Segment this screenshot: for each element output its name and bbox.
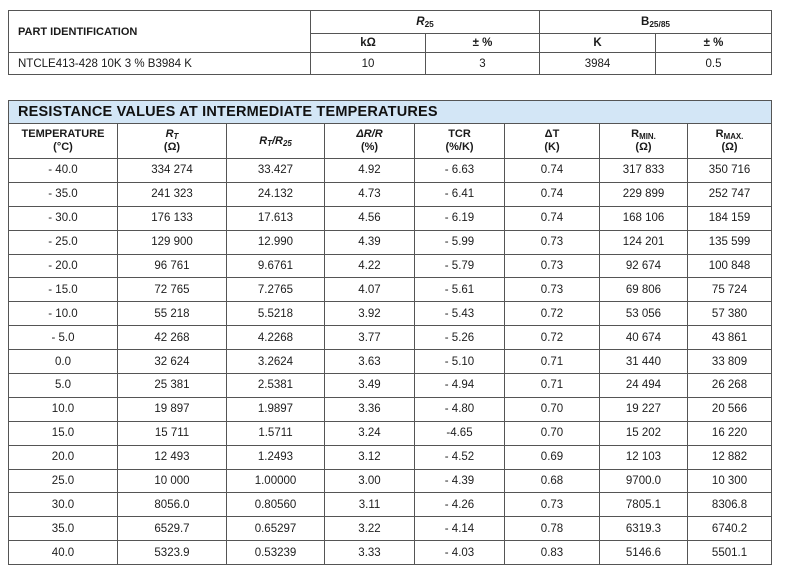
table-row: [9, 230, 772, 254]
cell-rt: 129 900: [118, 230, 227, 254]
cell-rt-r25: 1.9897: [227, 397, 325, 421]
cell-rmin: 229 899: [600, 182, 688, 206]
cell-rt: 8056.0: [118, 493, 227, 517]
r25-group-header: $R_{25}$: [311, 11, 540, 34]
cell-rt-r25: 1.00000: [227, 469, 325, 493]
cell-delta-r-r: 4.56: [325, 206, 415, 230]
cell-rmin: 317 833: [600, 159, 688, 183]
cell-tcr: - 5.43: [415, 302, 505, 326]
cell-delta-t: 0.74: [505, 182, 600, 206]
cell-rmin: 53 056: [600, 302, 688, 326]
b-tolerance-header: ± %: [656, 34, 772, 53]
cell-delta-t: 0.78: [505, 517, 600, 541]
cell-rt: 176 133: [118, 206, 227, 230]
cell-tcr: - 6.19: [415, 206, 505, 230]
cell-temperature: 30.0: [9, 493, 118, 517]
cell-tcr: - 4.26: [415, 493, 505, 517]
cell-delta-t: 0.72: [505, 302, 600, 326]
cell-delta-r-r: 3.92: [325, 302, 415, 326]
cell-tcr: - 5.26: [415, 326, 505, 350]
cell-rmax: 75 724: [688, 278, 772, 302]
table-row: [9, 159, 772, 183]
col-header-tcr: TCR (%/K): [415, 124, 505, 159]
cell-rmin: 5146.6: [600, 541, 688, 565]
cell-rt-r25: 17.613: [227, 206, 325, 230]
cell-temperature: 0.0: [9, 350, 118, 374]
cell-delta-r-r: 3.33: [325, 541, 415, 565]
cell-rt-r25: 24.132: [227, 182, 325, 206]
cell-temperature: - 40.0: [9, 159, 118, 183]
cell-rt: 10 000: [118, 469, 227, 493]
b-tolerance: 0.5: [656, 53, 772, 75]
cell-delta-t: 0.72: [505, 326, 600, 350]
cell-rt-r25: 2.5381: [227, 374, 325, 398]
cell-delta-r-r: 3.11: [325, 493, 415, 517]
cell-rmax: 8306.8: [688, 493, 772, 517]
table-title: RESISTANCE VALUES AT INTERMEDIATE TEMPERATURES: [9, 101, 772, 124]
table-row: [9, 326, 772, 350]
cell-delta-r-r: 4.22: [325, 254, 415, 278]
cell-rmin: 124 201: [600, 230, 688, 254]
cell-rmax: 5501.1: [688, 541, 772, 565]
column-header-row: [9, 124, 772, 159]
cell-temperature: 10.0: [9, 397, 118, 421]
cell-rt-r25: 1.5711: [227, 421, 325, 445]
cell-delta-t: 0.70: [505, 421, 600, 445]
cell-delta-r-r: 4.07: [325, 278, 415, 302]
col-header-delta-t: ΔT (K): [505, 124, 600, 159]
cell-rmin: 168 106: [600, 206, 688, 230]
cell-rmin: 12 103: [600, 445, 688, 469]
part-identification-heading: PART IDENTIFICATION: [9, 11, 311, 53]
cell-rmin: 24 494: [600, 374, 688, 398]
cell-delta-r-r: 3.24: [325, 421, 415, 445]
cell-temperature: - 5.0: [9, 326, 118, 350]
cell-rmax: 100 848: [688, 254, 772, 278]
cell-rmin: 69 806: [600, 278, 688, 302]
cell-temperature: 15.0: [9, 421, 118, 445]
cell-rt: 334 274: [118, 159, 227, 183]
cell-delta-t: 0.73: [505, 493, 600, 517]
table-row: [9, 469, 772, 493]
cell-rt: 19 897: [118, 397, 227, 421]
cell-delta-t: 0.71: [505, 350, 600, 374]
cell-rt-r25: 5.5218: [227, 302, 325, 326]
cell-rt-r25: 3.2624: [227, 350, 325, 374]
cell-tcr: - 4.52: [415, 445, 505, 469]
cell-delta-r-r: 4.73: [325, 182, 415, 206]
table-row: [9, 350, 772, 374]
cell-tcr: - 4.14: [415, 517, 505, 541]
cell-rt: 96 761: [118, 254, 227, 278]
cell-temperature: - 10.0: [9, 302, 118, 326]
cell-rmax: 12 882: [688, 445, 772, 469]
col-header-delta-r-r: ΔR/R (%): [325, 124, 415, 159]
resistance-values-table: [8, 100, 772, 565]
table-row: [9, 421, 772, 445]
cell-rmax: 16 220: [688, 421, 772, 445]
cell-delta-t: 0.71: [505, 374, 600, 398]
cell-rmax: 135 599: [688, 230, 772, 254]
r25-unit-header: kΩ: [311, 34, 426, 53]
cell-rmax: 43 861: [688, 326, 772, 350]
cell-tcr: - 6.41: [415, 182, 505, 206]
table-row: [9, 374, 772, 398]
cell-rmax: 350 716: [688, 159, 772, 183]
cell-delta-r-r: 3.49: [325, 374, 415, 398]
cell-rmax: 184 159: [688, 206, 772, 230]
cell-rt-r25: 7.2765: [227, 278, 325, 302]
cell-temperature: - 35.0: [9, 182, 118, 206]
cell-tcr: - 5.79: [415, 254, 505, 278]
cell-temperature: - 30.0: [9, 206, 118, 230]
table-row: [9, 206, 772, 230]
cell-rt-r25: 4.2268: [227, 326, 325, 350]
cell-rt: 25 381: [118, 374, 227, 398]
cell-rmax: 20 566: [688, 397, 772, 421]
cell-tcr: - 5.10: [415, 350, 505, 374]
cell-tcr: - 4.03: [415, 541, 505, 565]
r25-value: 10: [311, 53, 426, 75]
cell-rmin: 40 674: [600, 326, 688, 350]
cell-delta-t: 0.73: [505, 230, 600, 254]
table-row: [9, 278, 772, 302]
cell-rt: 15 711: [118, 421, 227, 445]
cell-rmin: 31 440: [600, 350, 688, 374]
cell-temperature: 40.0: [9, 541, 118, 565]
cell-rt: 12 493: [118, 445, 227, 469]
r25-tolerance: 3: [426, 53, 540, 75]
cell-delta-t: 0.68: [505, 469, 600, 493]
cell-tcr: - 4.39: [415, 469, 505, 493]
table-row: [9, 541, 772, 565]
cell-delta-t: 0.70: [505, 397, 600, 421]
cell-delta-t: 0.73: [505, 278, 600, 302]
col-header-rt: $R_T$ (Ω): [118, 124, 227, 159]
cell-delta-r-r: 3.63: [325, 350, 415, 374]
cell-rmin: 92 674: [600, 254, 688, 278]
cell-rt: 6529.7: [118, 517, 227, 541]
cell-temperature: - 25.0: [9, 230, 118, 254]
part-data-row: [9, 53, 772, 75]
cell-rmin: 15 202: [600, 421, 688, 445]
cell-rmin: 7805.1: [600, 493, 688, 517]
table-row: [9, 254, 772, 278]
cell-delta-r-r: 4.39: [325, 230, 415, 254]
b-value: 3984: [540, 53, 656, 75]
cell-delta-t: 0.73: [505, 254, 600, 278]
part-number: NTCLE413-428 10K 3 % B3984 K: [9, 53, 311, 75]
cell-rmax: 26 268: [688, 374, 772, 398]
cell-rt-r25: 0.53239: [227, 541, 325, 565]
table-row: [9, 493, 772, 517]
cell-rt-r25: 12.990: [227, 230, 325, 254]
cell-temperature: 25.0: [9, 469, 118, 493]
cell-tcr: - 4.80: [415, 397, 505, 421]
cell-rt: 42 268: [118, 326, 227, 350]
cell-delta-r-r: 3.77: [325, 326, 415, 350]
cell-temperature: 20.0: [9, 445, 118, 469]
part-identification-table: [8, 10, 772, 75]
cell-rt: 32 624: [118, 350, 227, 374]
cell-delta-t: 0.83: [505, 541, 600, 565]
part-header-row: [9, 11, 772, 34]
cell-temperature: - 20.0: [9, 254, 118, 278]
cell-tcr: - 4.94: [415, 374, 505, 398]
table-row: [9, 445, 772, 469]
cell-rmax: 252 747: [688, 182, 772, 206]
b-constant-group-header: $B_{25/85}$: [540, 11, 772, 34]
cell-delta-t: 0.69: [505, 445, 600, 469]
cell-rmin: 6319.3: [600, 517, 688, 541]
cell-rmax: 33 809: [688, 350, 772, 374]
cell-rt: 241 323: [118, 182, 227, 206]
cell-delta-r-r: 3.22: [325, 517, 415, 541]
cell-rt-r25: 0.80560: [227, 493, 325, 517]
cell-delta-t: 0.74: [505, 159, 600, 183]
cell-delta-r-r: 3.12: [325, 445, 415, 469]
cell-tcr: - 5.61: [415, 278, 505, 302]
cell-rt-r25: 9.6761: [227, 254, 325, 278]
cell-rt-r25: 0.65297: [227, 517, 325, 541]
cell-rmin: 9700.0: [600, 469, 688, 493]
cell-delta-r-r: 4.92: [325, 159, 415, 183]
cell-delta-t: 0.74: [505, 206, 600, 230]
cell-temperature: - 15.0: [9, 278, 118, 302]
table-row: [9, 397, 772, 421]
r25-tolerance-header: ± %: [426, 34, 540, 53]
table-row: [9, 302, 772, 326]
b-unit-header: K: [540, 34, 656, 53]
cell-rmax: 10 300: [688, 469, 772, 493]
table-row: [9, 182, 772, 206]
table-title-row: [9, 101, 772, 124]
table-row: [9, 517, 772, 541]
cell-tcr: - 5.99: [415, 230, 505, 254]
cell-temperature: 35.0: [9, 517, 118, 541]
cell-tcr: - 6.63: [415, 159, 505, 183]
col-header-rmin: $R_{MIN.}$ (Ω): [600, 124, 688, 159]
cell-temperature: 5.0: [9, 374, 118, 398]
col-header-rt-r25: $R_T/R_{25}$: [227, 124, 325, 159]
cell-rmax: 57 380: [688, 302, 772, 326]
cell-rmin: 19 227: [600, 397, 688, 421]
cell-delta-r-r: 3.36: [325, 397, 415, 421]
cell-rt: 5323.9: [118, 541, 227, 565]
cell-rt-r25: 1.2493: [227, 445, 325, 469]
col-header-rmax: $R_{MAX.}$ (Ω): [688, 124, 772, 159]
cell-delta-r-r: 3.00: [325, 469, 415, 493]
cell-rmax: 6740.2: [688, 517, 772, 541]
col-header-temperature: TEMPERATURE (°C): [9, 124, 118, 159]
cell-rt: 72 765: [118, 278, 227, 302]
cell-tcr: -4.65: [415, 421, 505, 445]
cell-rt-r25: 33.427: [227, 159, 325, 183]
cell-rt: 55 218: [118, 302, 227, 326]
